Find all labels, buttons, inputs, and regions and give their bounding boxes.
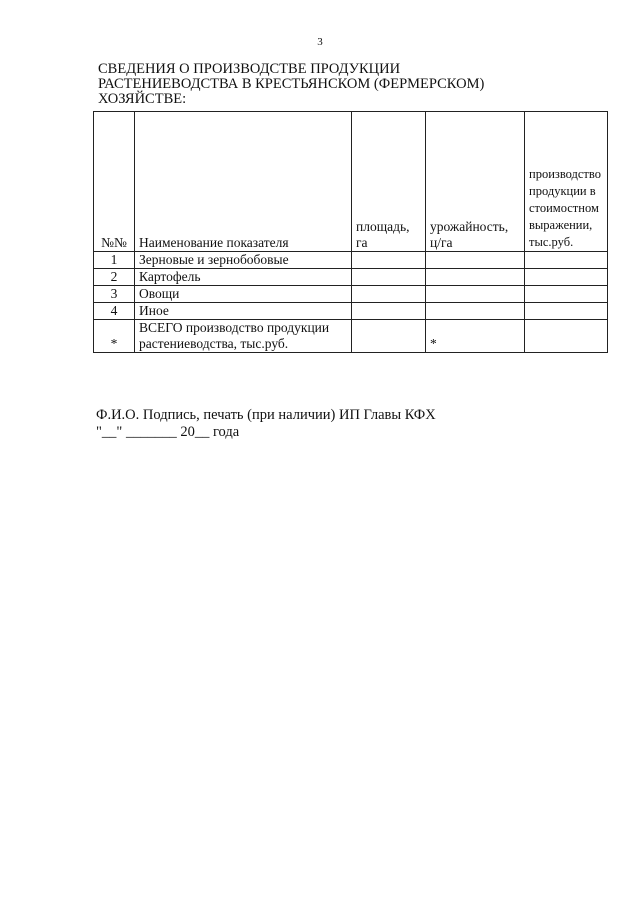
header-yield: урожайность, ц/га <box>426 112 525 252</box>
row-yield <box>426 286 525 303</box>
header-name: Наименование показателя <box>135 112 352 252</box>
total-num: * <box>94 320 135 353</box>
row-area <box>352 303 426 320</box>
production-table <box>93 111 608 353</box>
total-name: ВСЕГО производство продукции растениеводства, тыс.руб. <box>135 320 352 353</box>
row-num: 1 <box>94 252 135 269</box>
row-value <box>525 303 608 320</box>
row-value <box>525 252 608 269</box>
row-num: 4 <box>94 303 135 320</box>
page-number: 3 <box>317 36 323 48</box>
total-value <box>525 320 608 353</box>
row-num: 3 <box>94 286 135 303</box>
row-name: Иное <box>135 303 352 320</box>
row-value <box>525 286 608 303</box>
header-num: №№ <box>94 112 135 252</box>
total-yield: * <box>426 320 525 353</box>
table-row <box>94 252 608 269</box>
table-header-row <box>94 112 608 252</box>
total-area <box>352 320 426 353</box>
row-area <box>352 252 426 269</box>
row-name: Картофель <box>135 269 352 286</box>
row-area <box>352 269 426 286</box>
table-row <box>94 269 608 286</box>
signature-line: Ф.И.О. Подпись, печать (при наличии) ИП Главы КФХ <box>96 407 436 423</box>
table-total-row <box>94 320 608 353</box>
row-yield <box>426 252 525 269</box>
row-area <box>352 286 426 303</box>
table-row <box>94 303 608 320</box>
header-area: площадь, га <box>352 112 426 252</box>
document-title: СВЕДЕНИЯ О ПРОИЗВОДСТВЕ ПРОДУКЦИИ РАСТЕНИЕВОДСТВА В КРЕСТЬЯНСКОМ (ФЕРМЕРСКОМ) ХОЗЯЙСТВЕ: <box>98 61 485 107</box>
date-line: "__" _______ 20__ года <box>96 424 240 440</box>
row-num: 2 <box>94 269 135 286</box>
row-name: Зерновые и зернобобовые <box>135 252 352 269</box>
header-value: производство продукции в стоимостном выражении, тыс.руб. <box>525 112 608 252</box>
row-yield <box>426 303 525 320</box>
row-value <box>525 269 608 286</box>
table-row <box>94 286 608 303</box>
row-name: Овощи <box>135 286 352 303</box>
row-yield <box>426 269 525 286</box>
